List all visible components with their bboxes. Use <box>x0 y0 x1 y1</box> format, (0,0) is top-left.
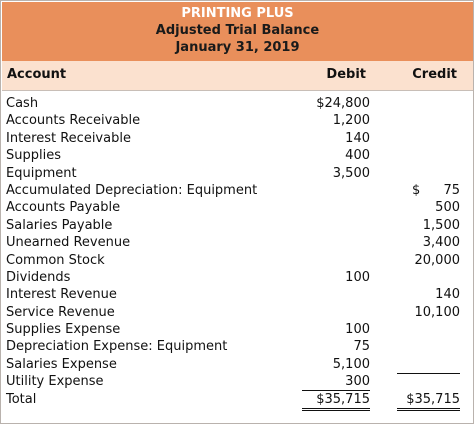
account-cell: Salaries Expense <box>6 356 117 372</box>
account-cell: Utility Expense <box>6 374 104 390</box>
account-cell: Cash <box>6 96 39 111</box>
account-cell: Accumulated Depreciation: Equipment <box>6 182 258 198</box>
table-row <box>2 304 473 321</box>
account-cell: Service Revenue <box>6 304 115 320</box>
debit-cell: 75 <box>353 339 370 355</box>
table-row <box>2 217 473 234</box>
debit-cell: 140 <box>345 130 370 146</box>
table-row <box>2 130 473 147</box>
table-row <box>2 252 473 269</box>
credit-dollar-sign: $ <box>412 182 421 198</box>
credit-cell: 500 <box>435 200 460 216</box>
debit-cell: $24,800 <box>316 96 370 111</box>
account-cell: Supplies <box>6 148 61 164</box>
account-cell: Supplies Expense <box>6 322 121 338</box>
debit-cell: 3,500 <box>332 165 370 181</box>
table-row <box>2 391 473 408</box>
debit-column-header: Debit <box>326 67 366 82</box>
account-cell: Interest Revenue <box>6 287 117 303</box>
debit-cell: 100 <box>345 269 370 285</box>
account-cell: Accounts Receivable <box>6 113 141 129</box>
credit-cell: 75 <box>443 182 460 198</box>
account-cell: Interest Receivable <box>6 130 131 146</box>
account-cell: Total <box>6 391 37 407</box>
credit-column-header: Credit <box>412 67 457 82</box>
debit-cell: $35,715 <box>302 391 370 411</box>
debit-cell: 400 <box>345 148 370 164</box>
table-row <box>2 147 473 164</box>
table-row <box>2 165 473 182</box>
company-name: PRINTING PLUS <box>181 6 294 21</box>
table-body <box>2 95 473 408</box>
table-row <box>2 338 473 355</box>
table-row <box>2 373 473 390</box>
report-title: Adjusted Trial Balance <box>155 23 320 38</box>
credit-cell: 3,400 <box>422 235 460 251</box>
table-row <box>2 199 473 216</box>
credit-cell: 1,500 <box>422 217 460 233</box>
credit-cell: 20,000 <box>414 252 460 268</box>
table-row <box>2 112 473 129</box>
table-row <box>2 356 473 373</box>
column-header-row <box>2 61 473 91</box>
credit-cell: $35,715 <box>397 391 460 411</box>
debit-cell: 300 <box>302 373 370 391</box>
account-cell: Unearned Revenue <box>6 235 131 251</box>
table-row <box>2 321 473 338</box>
debit-cell: 5,100 <box>332 356 370 372</box>
report-date: January 31, 2019 <box>175 40 300 55</box>
account-cell: Salaries Payable <box>6 217 113 233</box>
debit-cell: 100 <box>345 322 370 338</box>
table-row <box>2 234 473 251</box>
table-row <box>2 95 473 112</box>
account-cell: Accounts Payable <box>6 200 121 216</box>
title-block <box>2 2 473 61</box>
account-cell: Depreciation Expense: Equipment <box>6 339 228 355</box>
table-row <box>2 182 473 199</box>
credit-cell: 140 <box>435 287 460 303</box>
credit-cell: 10,100 <box>414 304 460 320</box>
account-cell: Equipment <box>6 165 77 181</box>
credit-cell <box>397 373 460 374</box>
table-row <box>2 269 473 286</box>
account-cell: Common Stock <box>6 252 105 268</box>
account-column-header: Account <box>7 67 67 82</box>
table-row <box>2 286 473 303</box>
account-cell: Dividends <box>6 269 71 285</box>
debit-cell: 1,200 <box>332 113 370 129</box>
